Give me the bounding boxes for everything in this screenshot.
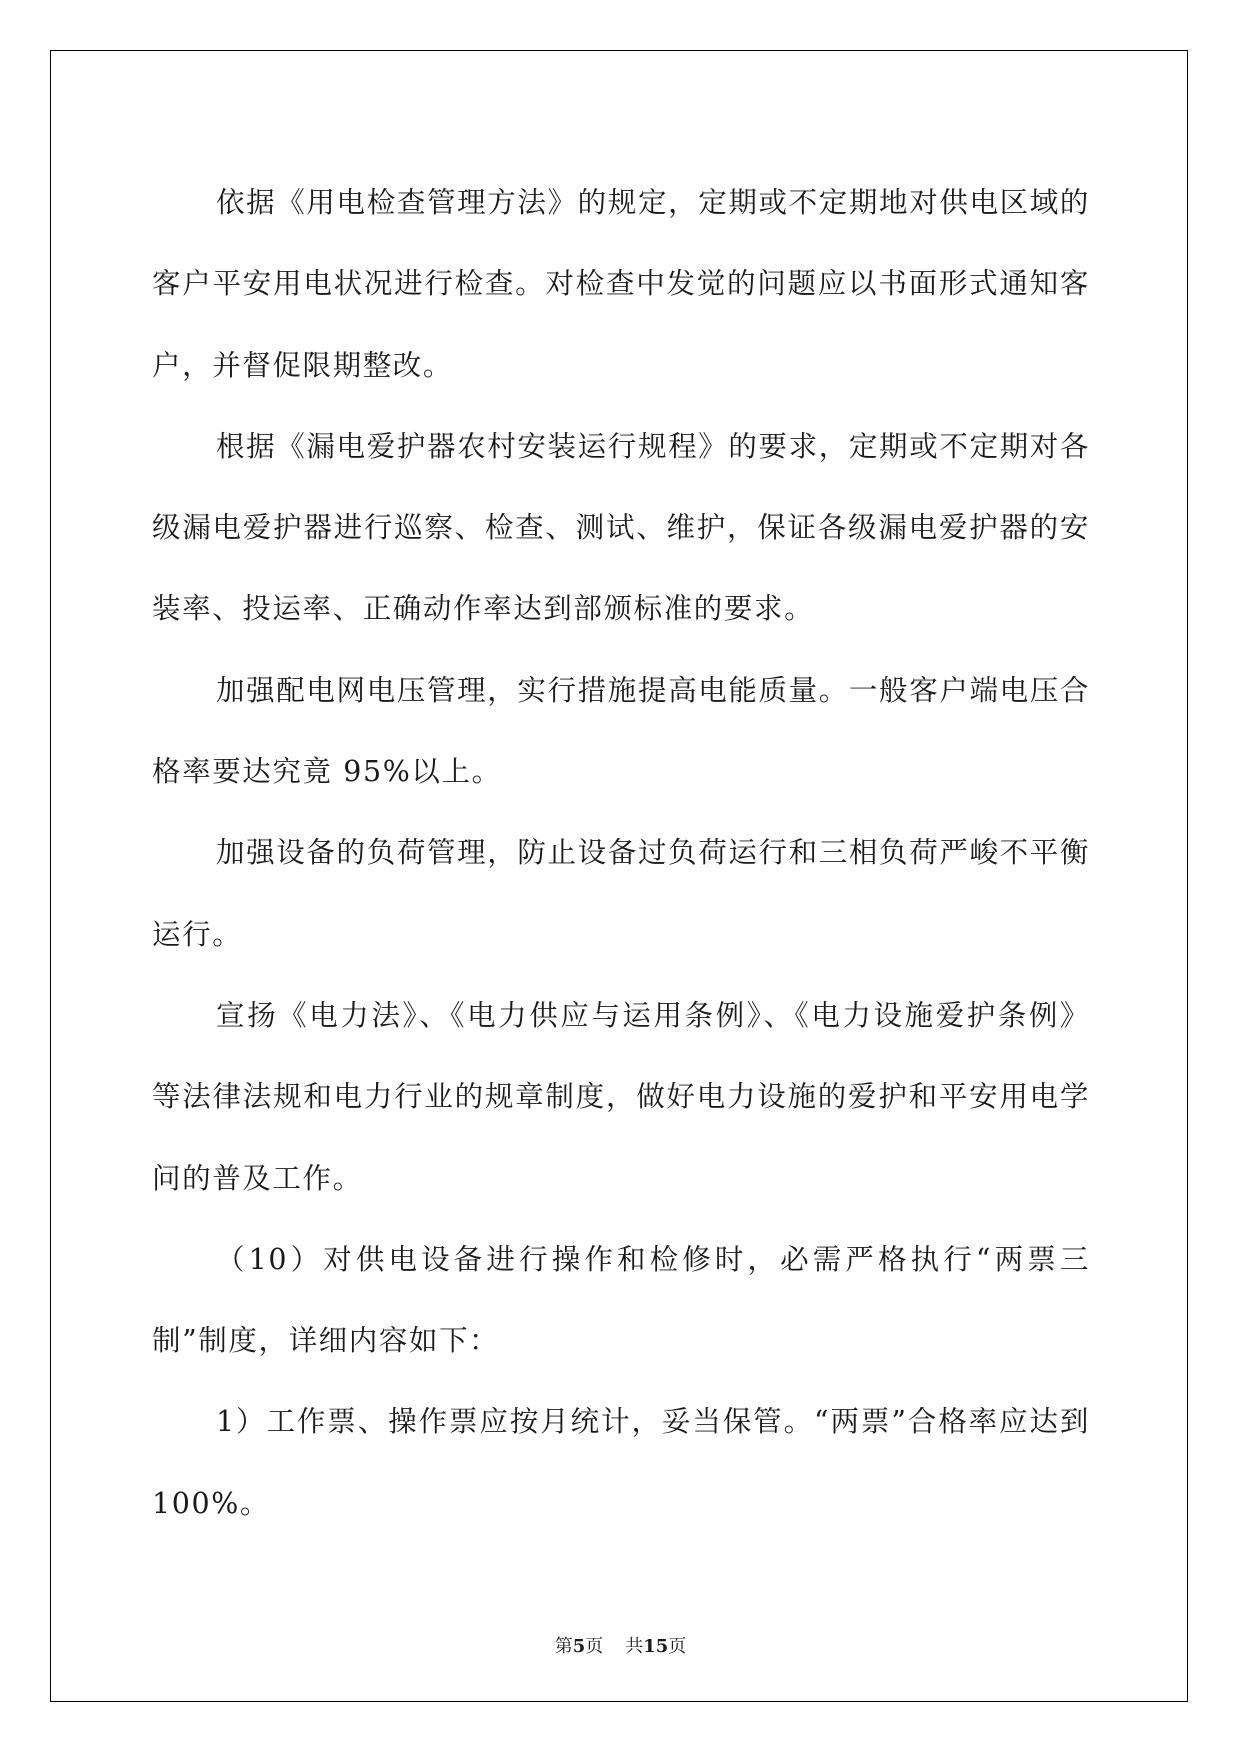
page-suffix: 页 xyxy=(585,1636,604,1657)
page-current: 5 xyxy=(572,1636,586,1657)
page-prefix: 第 xyxy=(554,1636,573,1657)
page-footer xyxy=(0,1632,1241,1658)
paragraph-2: 根据《漏电爱护器农村安装运行规程》的要求，定期或不定期对各级漏电爱护器进行巡察、检查、测试、维护，保证各级漏电爱护器的安装率、投运率、正确动作率达到部颁标准的要求。 xyxy=(152,429,1090,626)
total-prefix: 共 xyxy=(625,1636,644,1657)
paragraph-4: 加强设备的负荷管理，防止设备过负荷运行和三相负荷严峻不平衡运行。 xyxy=(152,836,1090,951)
paragraph-7: 1）工作票、操作票应按月统计，妥当保管。“两票”合格率应达到 100%。 xyxy=(152,1405,1090,1520)
paragraph-1: 依据《用电检查管理方法》的规定，定期或不定期地对供电区域的客户平安用电状况进行检查。对检查中发觉的问题应以书面形式通知客户，并督促限期整改。 xyxy=(152,186,1090,382)
total-suffix: 页 xyxy=(668,1636,687,1657)
document-body xyxy=(152,162,1090,1544)
paragraph-3: 加强配电网电压管理，实行措施提高电能质量。一般客户端电压合格率要达究竟 95%以上。 xyxy=(152,673,1090,789)
page-total: 15 xyxy=(643,1636,669,1657)
paragraph-6: （10）对供电设备进行操作和检修时，必需严格执行“两票三制”制度，详细内容如下： xyxy=(152,1242,1090,1358)
paragraph-5: 宣扬《电力法》、《电力供应与运用条例》、《电力设施爱护条例》等法律法规和电力行业的规章制度，做好电力设施的爱护和平安用电学问的普及工作。 xyxy=(152,998,1090,1195)
